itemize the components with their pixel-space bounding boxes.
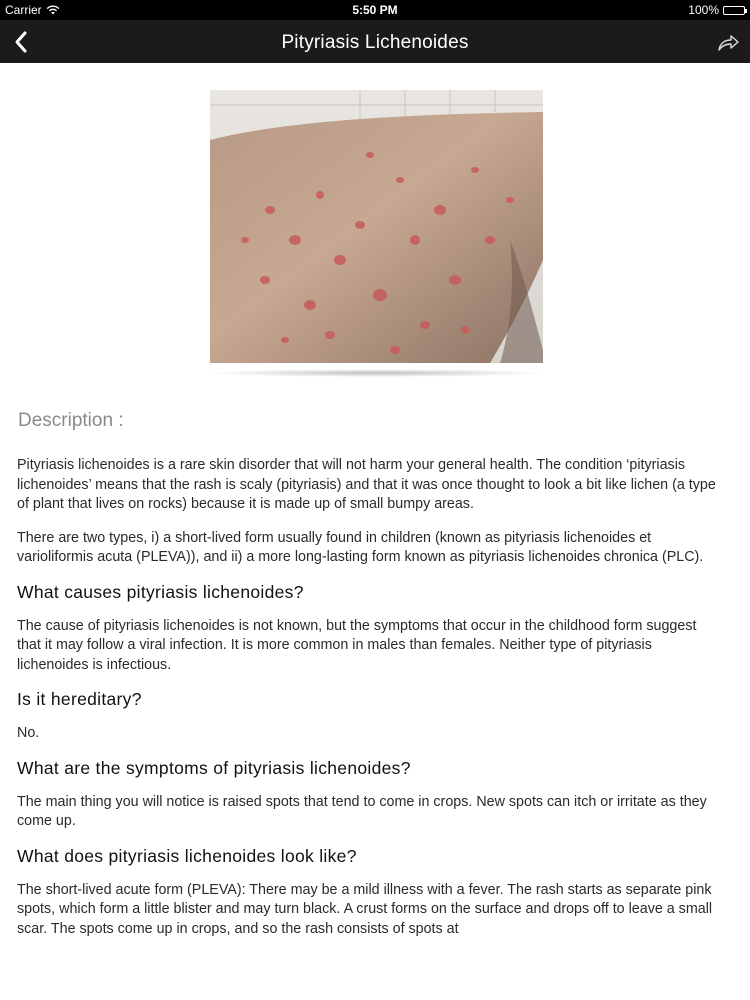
carrier-label: Carrier (5, 3, 42, 17)
condition-photo (210, 90, 543, 363)
share-arrow-icon[interactable] (716, 30, 740, 54)
clock: 5:50 PM (352, 3, 398, 17)
hereditary-paragraph: No. (17, 725, 40, 741)
section-heading-symptoms: What are the symptoms of pityriasis lichenoides? (17, 757, 411, 778)
content-scroll-area[interactable] (0, 63, 750, 1000)
section-heading-causes: What causes pityriasis lichenoides? (17, 581, 304, 602)
section-heading-appearance: What does pityriasis lichenoides look like? (17, 845, 357, 866)
navigation-bar (0, 20, 750, 63)
section-heading-hereditary: Is it hereditary? (17, 689, 142, 709)
description-heading: Description : (18, 410, 124, 431)
battery-percent: 100% (688, 3, 719, 17)
article-body (17, 456, 717, 953)
battery-icon (723, 6, 745, 15)
status-bar (0, 0, 750, 20)
photo-shadow (206, 369, 546, 377)
symptoms-paragraph: The main thing you will notice is raised spots that tend to come in crops. New spots can itch or irritate as they come up. (17, 793, 707, 829)
appearance-paragraph: The short-lived acute form (PLEVA): There may be a mild illness with a fever. The rash starts as separate pink spots, which form a little blister and may turn black. A crust forms on the surface and drops off to leave a small scar. The spots come up in crops, and so the rash consists of spots at (17, 881, 713, 937)
intro-paragraph: Pityriasis lichenoides is a rare skin disorder that will not harm your general health. The condition ‘pityriasis lichenoides’ means that the rash is scaly (pityriasis) and that it was once thought to look a bit like lichen (a type of plant that lives on rocks) because it is made up of small bumpy areas. (17, 457, 716, 512)
types-paragraph: There are two types, i) a short-lived form usually found in children (known as pityriasis lichenoides et varioliformis acuta (PLEVA)), and ii) a more long-lasting form known as pityriasis lichenoides chronica (PLC). (17, 529, 704, 565)
page-title: Pityriasis Lichenoides (281, 32, 469, 53)
causes-paragraph: The cause of pityriasis lichenoides is not known, but the symptoms that occur in the childhood form suggest that it may follow a viral infection. It is more common in males than females. Neither type of pityriasis lichenoides is infectious. (17, 617, 697, 673)
